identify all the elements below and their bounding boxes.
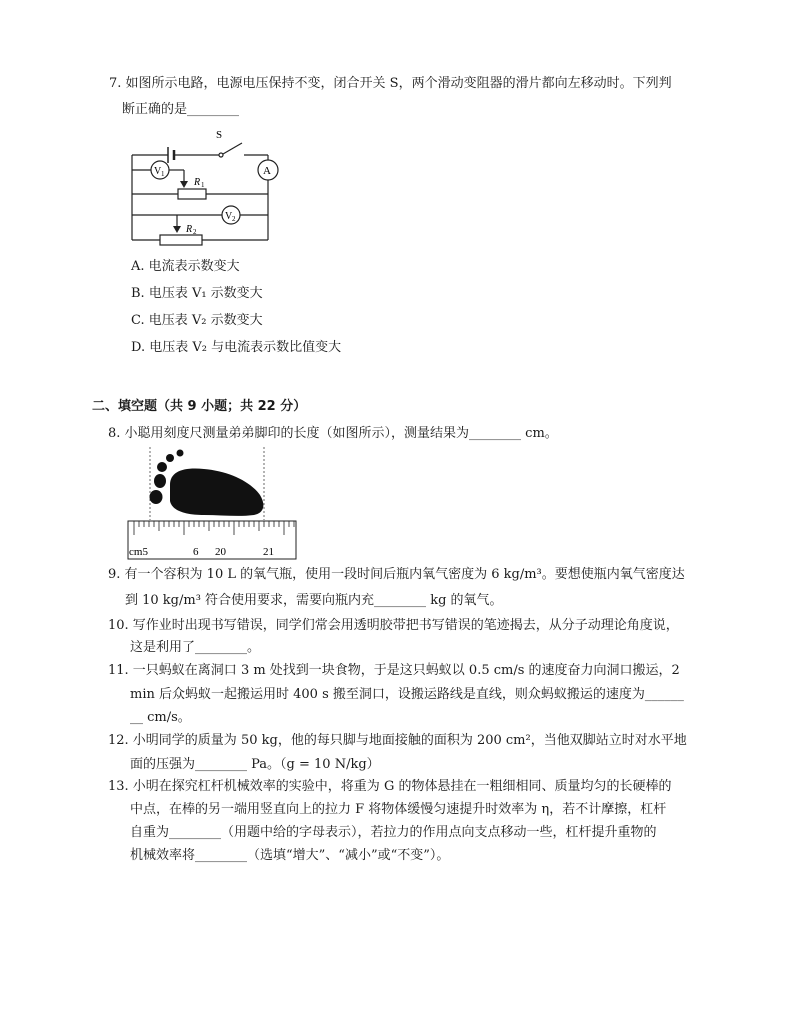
ammeter-label: A [263,165,271,177]
switch-label: S [216,129,223,141]
q7-circuit-diagram [120,122,290,247]
footprint-icon [150,450,264,516]
q8-footprint-ruler [126,445,300,563]
r1-subscript: 1 [201,181,205,189]
ruler-label-6: 6 [193,546,199,558]
q7-option-d: D. 电压表 V₂ 与电流表示数比值变大 [131,340,342,355]
ruler-label-21: 21 [263,546,274,558]
q11-stem-line1: 11. 一只蚂蚁在离洞口 3 m 处找到一块食物，于是这只蚂蚁以 0.5 cm/s 的速度奋力向洞口搬运，2 [108,663,680,678]
q13-stem-line1: 13. 小明在探究杠杆机械效率的实验中，将重为 G 的物体悬挂在一粗细相同、质量均匀的长硬棒的 [108,779,672,794]
v1-subscript: 1 [161,170,165,178]
q9-stem-line1: 9. 有一个容积为 10 L 的氧气瓶，使用一段时间后瓶内氧气密度为 6 kg/m³。要想使瓶内氧气密度达 [108,567,685,582]
r2-label: R [186,224,193,235]
q13-stem-line4: 机械效率将________（选填“增大”、“减小”或“不变”）。 [130,848,450,863]
ruler-label-20: 20 [215,546,226,558]
v1-label: V [154,166,162,177]
v2-label: V [225,211,233,222]
q7-option-b: B. 电压表 V₁ 示数变大 [131,286,263,301]
q7-stem-line1: 7. 如图所示电路，电源电压保持不变，闭合开关 S，两个滑动变阻器的滑片都向左移动时。下列判 [109,76,672,91]
q13-stem-line2: 中点，在棒的另一端用竖直向上的拉力 F 将物体缓慢匀速提升时效率为 η，若不计摩擦，杠杆 [130,802,667,817]
q13-stem-line3: 自重为________（用题中给的字母表示），若拉力的作用点向支点移动一些，杠杆提升重物的 [130,825,657,840]
q7-stem-line2: 断正确的是________ [122,102,240,117]
q8-stem: 8. 小聪用刻度尺测量弟弟脚印的长度（如图所示），测量结果为________ cm。 [108,426,558,441]
q7-option-c: C. 电压表 V₂ 示数变大 [131,313,263,328]
q7-option-a: A. 电流表示数变大 [131,259,240,274]
v2-subscript: 2 [232,215,236,223]
q9-stem-line2: 到 10 kg/m³ 符合使用要求，需要向瓶内充________ kg 的氧气。 [125,593,503,608]
section-heading: 二、填空题（共 9 小题；共 22 分） [92,399,307,414]
r2-subscript: 2 [193,228,197,236]
q10-stem-line2: 这是利用了________。 [130,640,261,655]
r1-label: R [194,177,201,188]
q12-stem-line1: 12. 小明同学的质量为 50 kg，他的每只脚与地面接触的面积为 200 cm²，当他双脚站立时对水平地 [108,733,687,748]
q10-stem-line1: 10. 写作业时出现书写错误，同学们常会用透明胶带把书写错误的笔迹揭去，从分子动理论角度说， [108,618,679,633]
q12-stem-line2: 面的压强为________ Pa。（g = 10 N/kg） [130,757,380,772]
q11-stem-line2: min 后众蚂蚁一起搬运用时 400 s 搬至洞口，设搬运路线是直线，则众蚂蚁搬运的速度为______ [130,687,684,702]
q11-stem-line3: __ cm/s。 [130,710,191,725]
ruler-label-cm5: cm5 [129,546,148,558]
